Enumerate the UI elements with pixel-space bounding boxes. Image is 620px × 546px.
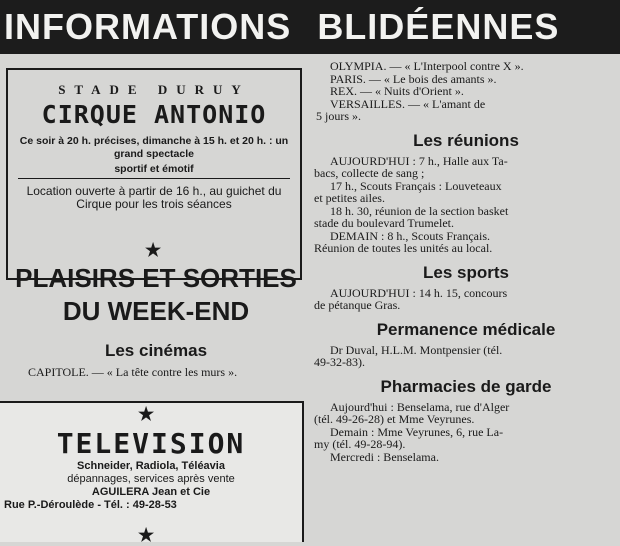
sports-text: [312, 287, 620, 312]
reunions-text: [312, 155, 620, 255]
pharmacies-line: (tél. 49-26-28) et Mme Veyrunes.: [314, 412, 475, 426]
tv-title: TELEVISION: [56, 427, 246, 460]
pharmacies-text: [312, 401, 620, 464]
ad-body: Ce soir à 20 h. précises, dimanche à 15 h. et 20 h. : un grand spectacle: [19, 135, 289, 160]
pharmacies-heading: Pharmacies de garde: [380, 376, 552, 396]
weekend-headline-line1: PLAISIRS ET SORTIES: [15, 263, 297, 293]
banner-word-informations: INFORMATIONS: [4, 6, 292, 47]
olympia-listing: OLYMPIA. — « L'Interpool contre X ».: [330, 59, 524, 73]
reunions-line: 18 h. 30, réunion de la section basket: [330, 203, 509, 218]
star-icon: ★: [138, 404, 155, 424]
reunions-line: et petites ailes.: [314, 191, 385, 205]
versailles-listing: VERSAILLES. — « L'amant de: [330, 96, 486, 111]
television-advertisement: [0, 401, 304, 545]
reunions-line: bacs, collecte de sang ;: [314, 166, 425, 180]
permanence-line: Dr Duval, H.L.M. Montpensier (tél.: [330, 342, 503, 357]
weekend-headline-line2: DU WEEK-END: [62, 296, 250, 326]
pharmacies-line: Mercredi : Benselama.: [330, 449, 439, 464]
star-icon: ★: [138, 525, 155, 545]
permanence-text: [312, 344, 620, 369]
pharmacies-line: my (tél. 49-28-94).: [314, 437, 406, 451]
banner-word-blideennes: BLIDÉENNES: [317, 6, 560, 47]
reunions-line: AUJOURD'HUI : 7 h., Halle aux Ta-: [330, 153, 508, 168]
permanence-line: 49-32-83).: [314, 355, 365, 369]
permanence-heading: Permanence médicale: [376, 319, 556, 339]
section-banner: [0, 0, 620, 54]
ad-location: Location ouverte à partir de 16 h., au guichet du Cirque pour les trois séances: [26, 184, 282, 211]
cinema-listings-continued: [312, 60, 620, 123]
star-icon: ★: [145, 240, 162, 260]
rex-listing: REX. — « Nuits d'Orient ».: [330, 84, 464, 98]
tv-brands: Schneider, Radiola, Téléavia: [77, 460, 225, 472]
ad-venue: STADE DURUY: [58, 82, 250, 97]
left-column: [0, 54, 312, 545]
cinemas-heading: Les cinémas: [104, 341, 208, 360]
tv-dealer: AGUILERA Jean et Cie: [91, 486, 211, 498]
tv-address: Rue P.-Déroulède - Tél. : 49-28-53: [4, 499, 177, 511]
ad-title: CIRQUE ANTONIO: [41, 100, 267, 129]
reunions-line: Réunion de toutes les unités au local.: [314, 241, 493, 255]
paris-listing: PARIS. — « Le bois des amants ».: [330, 71, 497, 86]
reunions-heading: Les réunions: [413, 130, 519, 150]
pharmacies-line: Demain : Mme Veyrunes, 6, rue La-: [330, 424, 504, 439]
reunions-line: 17 h., Scouts Français : Louveteaux: [330, 178, 502, 193]
weekend-headline: [0, 262, 312, 328]
right-column: [312, 54, 620, 542]
ad-subtitle: sportif et émotif: [18, 163, 290, 179]
pharmacies-line: Aujourd'hui : Benselama, rue d'Alger: [330, 399, 510, 414]
reunions-line: stade du boulevard Trumelet.: [314, 216, 454, 230]
reunions-line: DEMAIN : 8 h., Scouts Français.: [330, 228, 490, 243]
capitole-listing: CAPITOLE. — « La tête contre les murs ».: [28, 365, 238, 379]
sports-heading: Les sports: [423, 262, 509, 282]
sports-line: de pétanque Gras.: [314, 298, 401, 312]
sports-line: AUJOURD'HUI : 14 h. 15, concours: [330, 285, 508, 300]
versailles-listing-cont: 5 jours ».: [316, 109, 361, 123]
tv-services: dépannages, services après vente: [67, 473, 235, 485]
